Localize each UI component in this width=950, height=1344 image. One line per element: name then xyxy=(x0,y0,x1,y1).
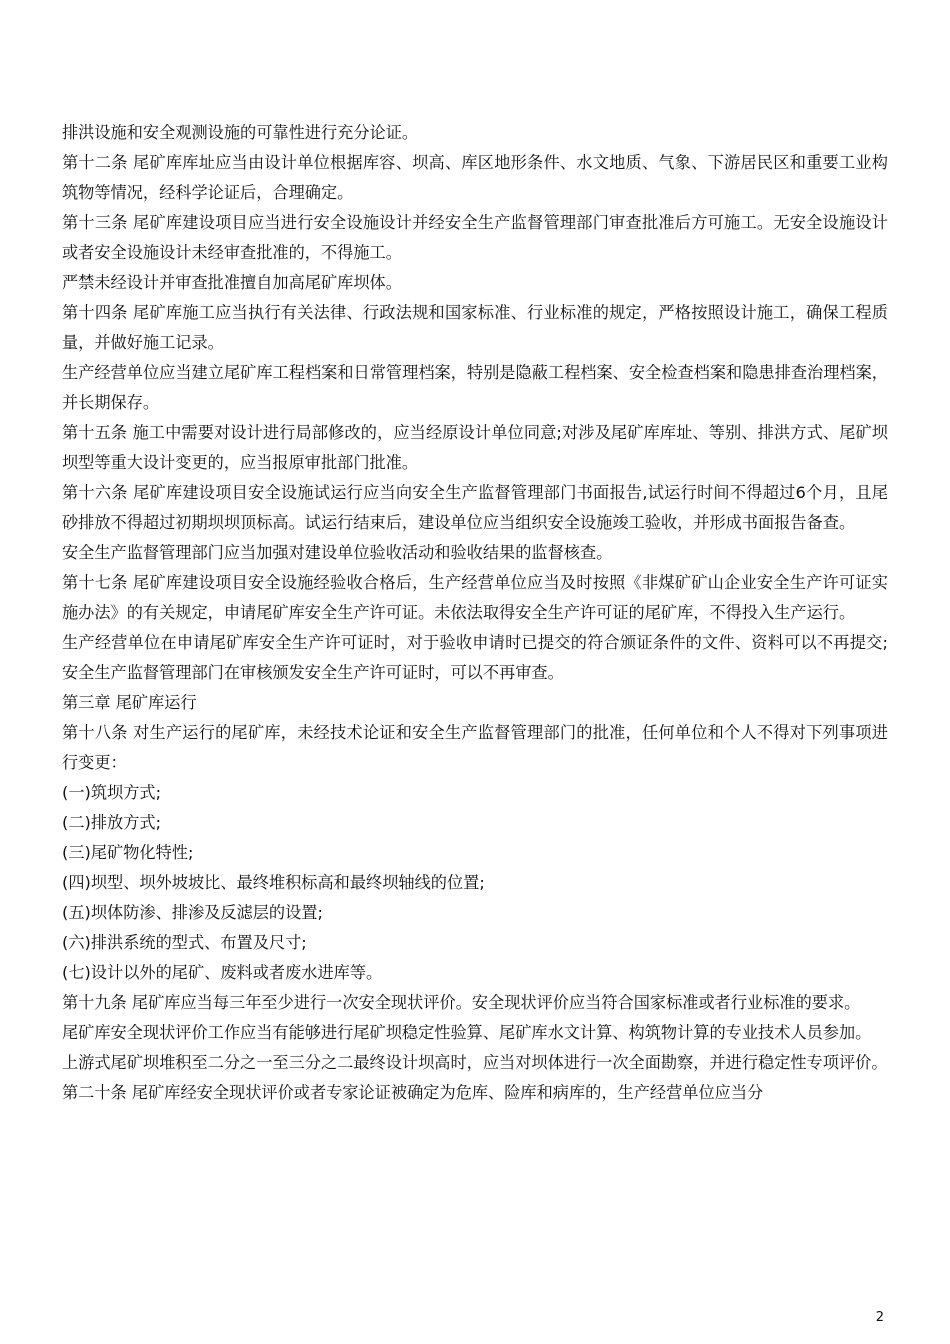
paragraph: 生产经营单位应当建立尾矿库工程档案和日常管理档案，特别是隐蔽工程档案、安全检查档案和隐患排查治理档案，并长期保存。 xyxy=(62,363,888,412)
list-item: (三)尾矿物化特性; xyxy=(62,843,194,862)
paragraph: 安全生产监督管理部门应当加强对建设单位验收活动和验收结果的监督核查。 xyxy=(62,543,613,562)
list-item: (二)排放方式; xyxy=(62,813,162,832)
paragraph: 尾矿库安全现状评价工作应当有能够进行尾矿坝稳定性验算、尾矿库水文计算、构筑物计算的专业技术人员参加。 xyxy=(62,1023,872,1042)
paragraph: 第十六条 尾矿库建设项目安全设施试运行应当向安全生产监督管理部门书面报告,试运行时间不得超过6个月，且尾砂排放不得超过初期坝坝顶标高。试运行结束后，建设单位应当组织安全设施竣工验收，并形成书面报告备查。 xyxy=(62,483,888,532)
paragraph: 第十九条 尾矿库应当每三年至少进行一次安全现状评价。安全现状评价应当符合国家标准或者行业标准的要求。 xyxy=(62,993,861,1012)
paragraph: 第十四条 尾矿库施工应当执行有关法律、行政法规和国家标准、行业标准的规定，严格按照设计施工，确保工程质量，并做好施工记录。 xyxy=(62,303,888,352)
paragraph: 第十八条 对生产运行的尾矿库，未经技术论证和安全生产监督管理部门的批准，任何单位和个人不得对下列事项进行变更： xyxy=(62,723,888,772)
paragraph: 第二十条 尾矿库经安全现状评价或者专家论证被确定为危库、险库和病库的，生产经营单位应当分 xyxy=(62,1083,764,1102)
list-item: (七)设计以外的尾矿、废料或者废水进库等。 xyxy=(62,963,383,982)
document-body xyxy=(62,118,888,1108)
paragraph: 第十五条 施工中需要对设计进行局部修改的，应当经原设计单位同意;对涉及尾矿库库址、等别、排洪方式、尾矿坝坝型等重大设计变更的，应当报原审批部门批准。 xyxy=(62,423,888,472)
list-item: (五)坝体防渗、排渗及反滤层的设置; xyxy=(62,903,323,922)
page-number: 2 xyxy=(875,1310,884,1325)
list-item: (四)坝型、坝外坡坡比、最终堆积标高和最终坝轴线的位置; xyxy=(62,873,485,892)
paragraph: 第十七条 尾矿库建设项目安全设施经验收合格后，生产经营单位应当及时按照《非煤矿矿山企业安全生产许可证实施办法》的有关规定，申请尾矿库安全生产许可证。未依法取得安全生产许可证的尾矿库，不得投入生产运行。 xyxy=(62,573,888,622)
paragraph: 上游式尾矿坝堆积至二分之一至三分之二最终设计坝高时，应当对坝体进行一次全面勘察，并进行稳定性专项评价。 xyxy=(62,1053,888,1072)
chapter-heading: 第三章 尾矿库运行 xyxy=(62,693,197,712)
paragraph: 生产经营单位在申请尾矿库安全生产许可证时，对于验收申请时已提交的符合颁证条件的文件、资料可以不再提交;安全生产监督管理部门在审核颁发安全生产许可证时，可以不再审查。 xyxy=(62,633,888,682)
list-item: (一)筑坝方式; xyxy=(62,783,162,802)
paragraph: 严禁未经设计并审查批准擅自加高尾矿库坝体。 xyxy=(62,273,402,292)
paragraph: 排洪设施和安全观测设施的可靠性进行充分论证。 xyxy=(62,123,419,142)
paragraph: 第十二条 尾矿库库址应当由设计单位根据库容、坝高、库区地形条件、水文地质、气象、下游居民区和重要工业构筑物等情况，经科学论证后，合理确定。 xyxy=(62,153,888,202)
list-item: (六)排洪系统的型式、布置及尺寸; xyxy=(62,933,307,952)
paragraph: 第十三条 尾矿库建设项目应当进行安全设施设计并经安全生产监督管理部门审查批准后方可施工。无安全设施设计或者安全设施设计未经审查批准的，不得施工。 xyxy=(62,213,888,262)
